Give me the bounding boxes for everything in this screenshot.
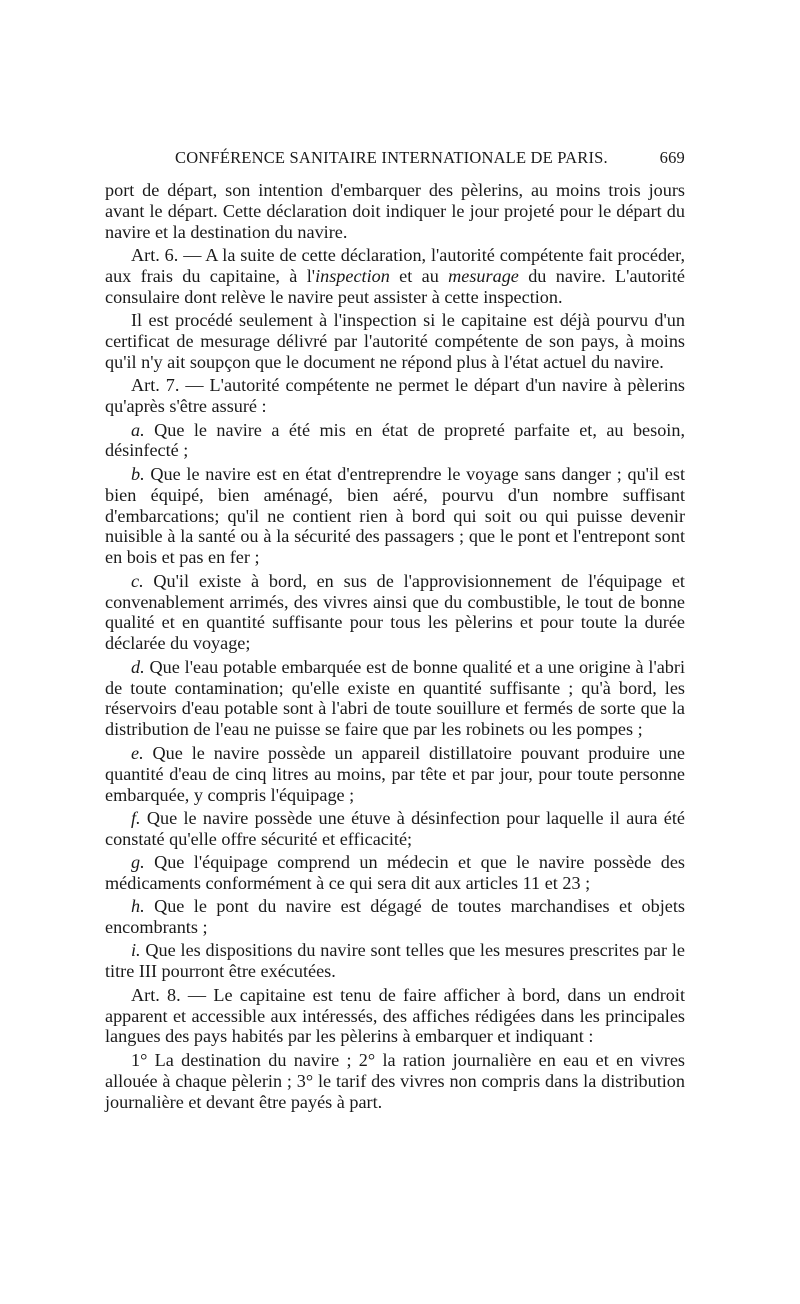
text-run: Que le navire est en état d'entreprendre le voyage sans danger ; qu'il est bien équipé, bien aménagé, bien aéré, pourvu d'un nombre suffisant d'embarcations; qu'il ne contient rien à bord qui soit ou qui puisse devenir nuisible à la santé ou à la sécurité des passagers ; que le pont et l'entrepont sont en bois et pas en fer ; (105, 463, 685, 568)
italic-run: f. (131, 807, 141, 828)
header-title: CONFÉRENCE SANITAIRE INTERNATIONALE DE PARIS. (175, 148, 608, 167)
paragraph (105, 571, 685, 655)
paragraph (105, 852, 685, 894)
italic-run: c. (131, 570, 144, 591)
page-number: 669 (659, 148, 685, 167)
paragraph (105, 896, 685, 938)
document-page (105, 148, 685, 1115)
paragraph (105, 420, 685, 462)
text-run: Que le navire possède une étuve à désinfection pour laquelle il aura été constaté qu'elle offre sécurité et efficacité; (105, 807, 685, 849)
paragraph (105, 985, 685, 1048)
running-header (105, 148, 685, 168)
text-run: Que l'eau potable embarquée est de bonne qualité et a une origine à l'abri de toute contamination; qu'elle existe en quantité suffisante ; qu'à bord, les réservoirs d'eau potable sont à l'abri de toute souillure et fermés de sorte que la distribution de l'eau ne puisse se faire que par les robinets ou les pompes ; (105, 656, 685, 740)
italic-run: d. (131, 656, 145, 677)
italic-run: h. (131, 896, 145, 917)
italic-run: inspection (315, 266, 390, 287)
italic-run: i. (131, 940, 141, 961)
text-run: du navire. L'autorité consulaire dont relève le navire peut assister à cette inspection. (105, 266, 685, 307)
italic-run: e. (131, 742, 144, 763)
paragraph (105, 940, 685, 982)
text-run: Il est procédé seulement à l'inspection si le capitaine est déjà pourvu d'un certificat de mesurage délivré par l'autorité compétente de son pays, à moins qu'il n'y ait soupçon que le document ne répond plus à l'état actuel du navire. (105, 310, 685, 373)
paragraph (105, 245, 685, 308)
paragraph (105, 743, 685, 806)
paragraph (105, 180, 685, 243)
body-text (105, 180, 685, 1112)
italic-run: mesurage (448, 266, 519, 287)
paragraph (105, 1050, 685, 1113)
paragraph (105, 464, 685, 569)
paragraph (105, 310, 685, 373)
paragraph (105, 657, 685, 741)
italic-run: a. (131, 419, 145, 440)
text-run: et au (389, 266, 449, 287)
text-run: Art. 8. — Le capitaine est tenu de faire afficher à bord, dans un endroit apparent et accessible aux intéressés, des affiches rédigées dans les principales langues des pays habités par les pèlerins à embarquer et indiquant : (105, 984, 685, 1047)
text-run: 1° La destination du navire ; 2° la ration journalière en eau et en vivres allouée à chaque pèlerin ; 3° le tarif des vivres non compris dans la distribution journalière et devant être payés à part. (105, 1049, 685, 1112)
italic-run: b. (131, 463, 145, 484)
text-run: Que les dispositions du navire sont telles que les mesures prescrites par le titre III pourront être exécutées. (105, 940, 685, 982)
paragraph (105, 375, 685, 417)
text-run: Que le navire a été mis en état de propreté parfaite et, au besoin, désinfecté ; (105, 419, 685, 461)
text-run: Que l'équipage comprend un médecin et que le navire possède des médicaments conformément à ce qui sera dit aux articles 11 et 23 ; (105, 852, 685, 893)
paragraph (105, 808, 685, 850)
text-run: Que le navire possède un appareil distillatoire pouvant produire une quantité d'eau de cinq litres au moins, par tête et par jour, pour toute personne embarquée, y compris l'équipage ; (105, 742, 685, 805)
text-run: Que le pont du navire est dégagé de toutes marchandises et objets encombrants ; (105, 896, 685, 938)
italic-run: g. (131, 852, 145, 872)
text-run: Qu'il existe à bord, en sus de l'approvisionnement de l'équipage et convenablement arrimés, des vivres ainsi que du combustible, le tout de bonne qualité et en quantité suffisante pour tous les pèlerins et pour toute la durée déclarée du voyage; (105, 570, 685, 654)
text-run: port de départ, son intention d'embarquer des pèlerins, au moins trois jours avant le départ. Cette déclaration doit indiquer le jour projeté pour le départ du navire et la destination du navire. (105, 180, 685, 242)
text-run: Art. 6. — A la suite de cette déclaration, l'autorité compétente fait procéder, aux frais du capitaine, à l' (105, 245, 685, 287)
text-run: Art. 7. — L'autorité compétente ne permet le départ d'un navire à pèlerins qu'après s'être assuré : (105, 375, 685, 417)
